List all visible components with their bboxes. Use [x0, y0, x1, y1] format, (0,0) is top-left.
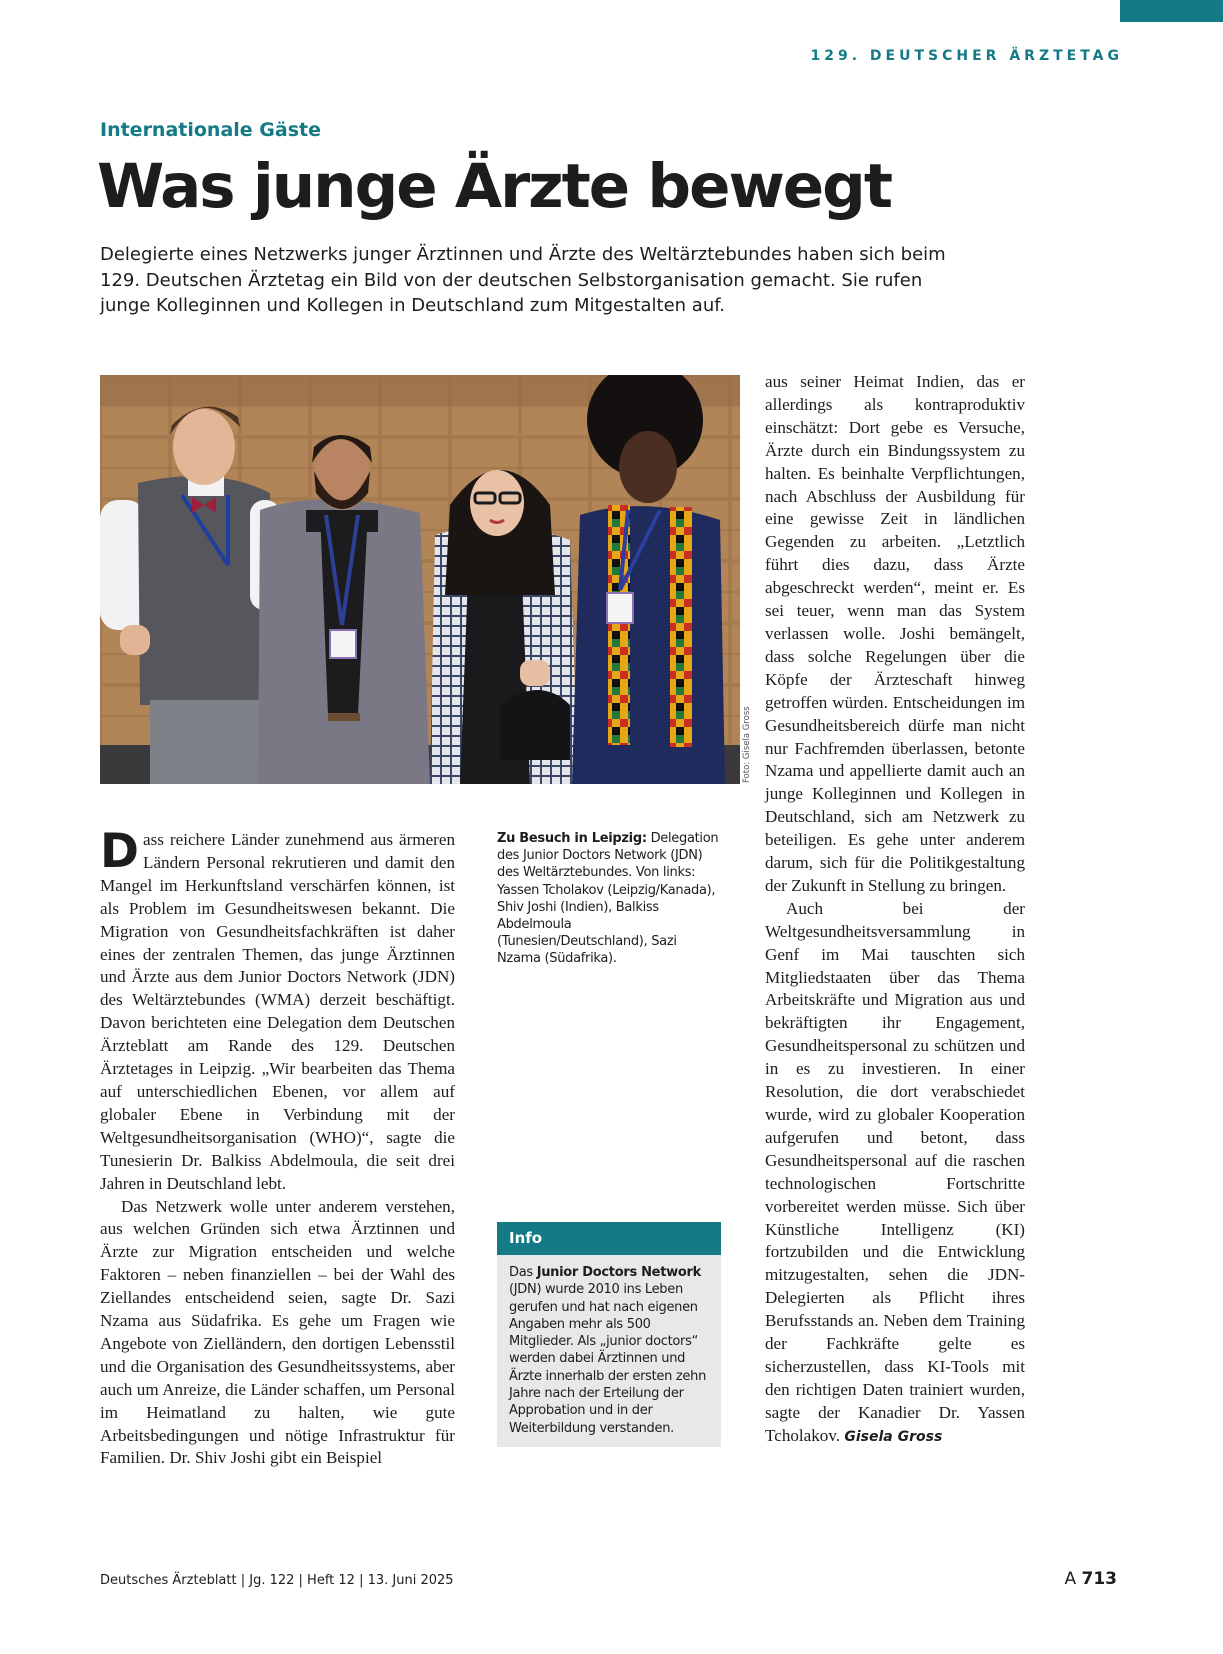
info-box — [497, 1222, 721, 1447]
info-box-heading: Info — [497, 1222, 721, 1255]
body-paragraph-text: ass reichere Länder zunehmend aus ärmeren Ländern Personal rekrutieren und damit den Mangel im Herkunftsland verschärfen können, ist als Problem im Gesundheitswesen bekannt. Die Migration von Gesundheitsfachkräften ist daher eines der zentralen Themen, das junge Ärztinnen und Ärzte aus dem Junior Doctors Network (JDN) des Weltärztebundes (WMA) derzeit beschäftigt. Davon berichteten eine Delegation dem Deutschen Ärzteblatt am Rande des 129. Deutschen Ärztetages in Leipzig. „Wir bearbeiten das Thema auf unterschiedlichen Ebenen, vor allem auf globaler Ebene in Verbindung mit der Weltgesundheitsorganisation (WHO)“, sagte die Tunesierin Dr. Balkiss Abdelmoula, die seit drei Jahren in Deutschland lebt. — [100, 830, 455, 1193]
page-number: 713 — [1081, 1569, 1117, 1589]
caption-text: Delegation des Junior Doctors Network (JDN) des Weltärztebundes. Von links: Yassen Tcholakov (Leipzig/Kanada), Shiv Joshi (Indien), Balkiss Abdelmoula (Tunesien/Deutschland), Sazi Nzama (Südafrika). — [497, 831, 719, 967]
footer-page-number — [1064, 1569, 1117, 1589]
article-title: Was junge Ärzte bewegt — [97, 151, 892, 222]
footer-publication: Deutsches Ärzteblatt | Jg. 122 | Heft 12 | 13. Juni 2025 — [100, 1573, 454, 1588]
body-column-1 — [100, 824, 455, 1470]
info-text-after: (JDN) wurde 2010 ins Leben gerufen und hat nach eigenen Angaben mehr als 500 Mitglieder. Als „junior doctors“ werden dabei Ärztinnen und Ärzte innerhalb der ersten zehn Jahre nach der Erteilung der Approbation und in der Weiterbildung verstanden. — [509, 1282, 707, 1436]
body-paragraph: aus seiner Heimat Indien, das er allerdings als kontraproduktiv einschätzt: Dort gebe es Versuche, Ärzte durch ein Bindungssystem zu halten. Es beinhalte Verpflichtungen, nach Abschluss der Ausbildung für eine gewisse Zeit in ländlichen Gegenden zu arbeiten. „Letztlich führt dies dazu, dass Ärzte abgeschreckt werden“, meint er. Es sei teuer, wenn man das System verlassen wolle. Joshi bemängelt, dass solche Regelungen über die Köpfe der Ärzteschaft hinweg getroffen würden. Entscheidungen im Gesundheitsbereich dürfe man nicht nur Fachfremden überlassen, betonte Nzama und appellierte damit auch an junge Kolleginnen und Kollegen in Deutschland, sich am Netzwerk zu beteiligen. Es gehe unter anderem darum, sich für die Politikgestaltung der Zukunft in Stellung zu bringen. — [765, 372, 1025, 895]
body-paragraph-text: Auch bei der Weltgesundheitsversammlung in Genf im Mai tauschten sich Mitgliedstaaten über das Thema Arbeitskräfte und Migration aus und bekräftigten ihr Engagement, Gesundheitspersonal zu schützen und in es zu investieren. In einer Resolution, die dort verabschiedet wurde, wird zu globaler Kooperation aufgerufen und betont, dass Gesundheitspersonal auf die raschen technologischen Fortschritte vorbereitet werden müsse. Sich über Künstliche Intelligenz (KI) fortzubilden und die Entwicklung mitzugestalten, sehen die JDN-Delegierten als Pflicht ihres Berufsstands an. Neben dem Training der Fachkräfte gelte es sicherzustellen, dass KI-Tools mit den richtigen Daten trainiert wurden, sagte der Kanadier Dr. Yassen Tcholakov. — [765, 898, 1025, 1445]
body-paragraph: Das Netzwerk wolle unter anderem verstehen, aus welchen Gründen sich etwa Ärztinnen und Ärzte zur Migration entscheiden und welche Faktoren – neben finanziellen – bei der Wahl des Ziellandes entscheidend seien, sagte Dr. Sazi Nzama aus Südafrika. Es gehe um Fragen wie Angebote von Zielländern, den dortigen Lebensstil und die Organisation des Gesundheitssystems, aber auch um Anreize, die Länder schaffen, um Personal im Heimatland zu halten, wie gute Arbeitsbedingungen und nötige Infrastruktur für Familien. Dr. Shiv Joshi gibt ein Beispiel — [100, 1196, 455, 1468]
author-signature: Gisela Gross — [844, 1428, 943, 1445]
group-photo — [100, 375, 740, 784]
photo-credit: Foto: Gisela Gross — [742, 706, 752, 783]
group-photo-illustration — [100, 375, 740, 784]
article-lead: Delegierte eines Netzwerks junger Ärztinnen und Ärzte des Weltärztebundes haben sich beim 129. Deutschen Ärztetag ein Bild von der deutschen Selbstorganisation gemacht. Sie rufen junge Kolleginnen und Kollegen in Deutschland zum Mitgestalten auf. — [100, 244, 946, 316]
page-prefix: A — [1064, 1569, 1077, 1589]
body-paragraph — [765, 898, 1025, 1449]
top-accent-bar — [1120, 0, 1223, 22]
info-text-before: Das — [509, 1265, 537, 1280]
info-text-strong: Junior Doctors Network — [536, 1265, 701, 1280]
body-paragraph — [100, 824, 455, 1196]
drop-cap: D — [100, 824, 140, 879]
running-head: 129. DEUTSCHER ÄRZTETAG — [810, 48, 1123, 64]
caption-lead-in: Zu Besuch in Leipzig: — [497, 831, 647, 846]
info-box-text — [497, 1255, 721, 1437]
photo-caption — [497, 830, 719, 968]
body-column-3 — [765, 371, 1025, 1449]
article-kicker: Internationale Gäste — [100, 119, 321, 141]
